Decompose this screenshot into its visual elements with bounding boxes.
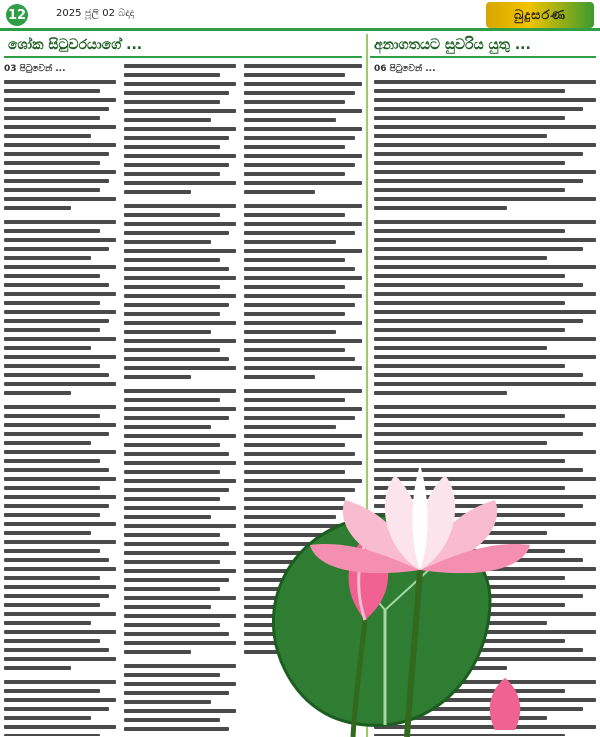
issue-date: 2025 ජූලි 02 බදාදා (56, 8, 135, 19)
left-article-title-box (4, 34, 362, 58)
left-article-column-1 (4, 64, 116, 736)
right-article-title: අනාගතයට සුවරිය යුතු ... (374, 37, 531, 53)
header-rule (0, 28, 600, 31)
page-number: 12 (6, 4, 28, 26)
column-divider (366, 34, 368, 737)
left-article-column-2 (124, 64, 236, 736)
masthead-text: බුදුසරණ (514, 7, 566, 23)
left-article-body (4, 64, 362, 736)
left-article-title: ශෝක සිටුවරයාගේ ... (8, 37, 143, 53)
right-article (370, 34, 600, 737)
page-header (0, 0, 600, 30)
left-article-column-3 (244, 64, 362, 736)
right-article-dateline: 06 පිටුවෙන් ... (374, 64, 436, 74)
left-article (0, 34, 366, 737)
masthead-logo (486, 2, 594, 28)
right-article-title-box (370, 34, 596, 58)
right-article-body (374, 64, 596, 736)
left-article-dateline: 03 පිටුවෙන් ... (4, 64, 66, 74)
